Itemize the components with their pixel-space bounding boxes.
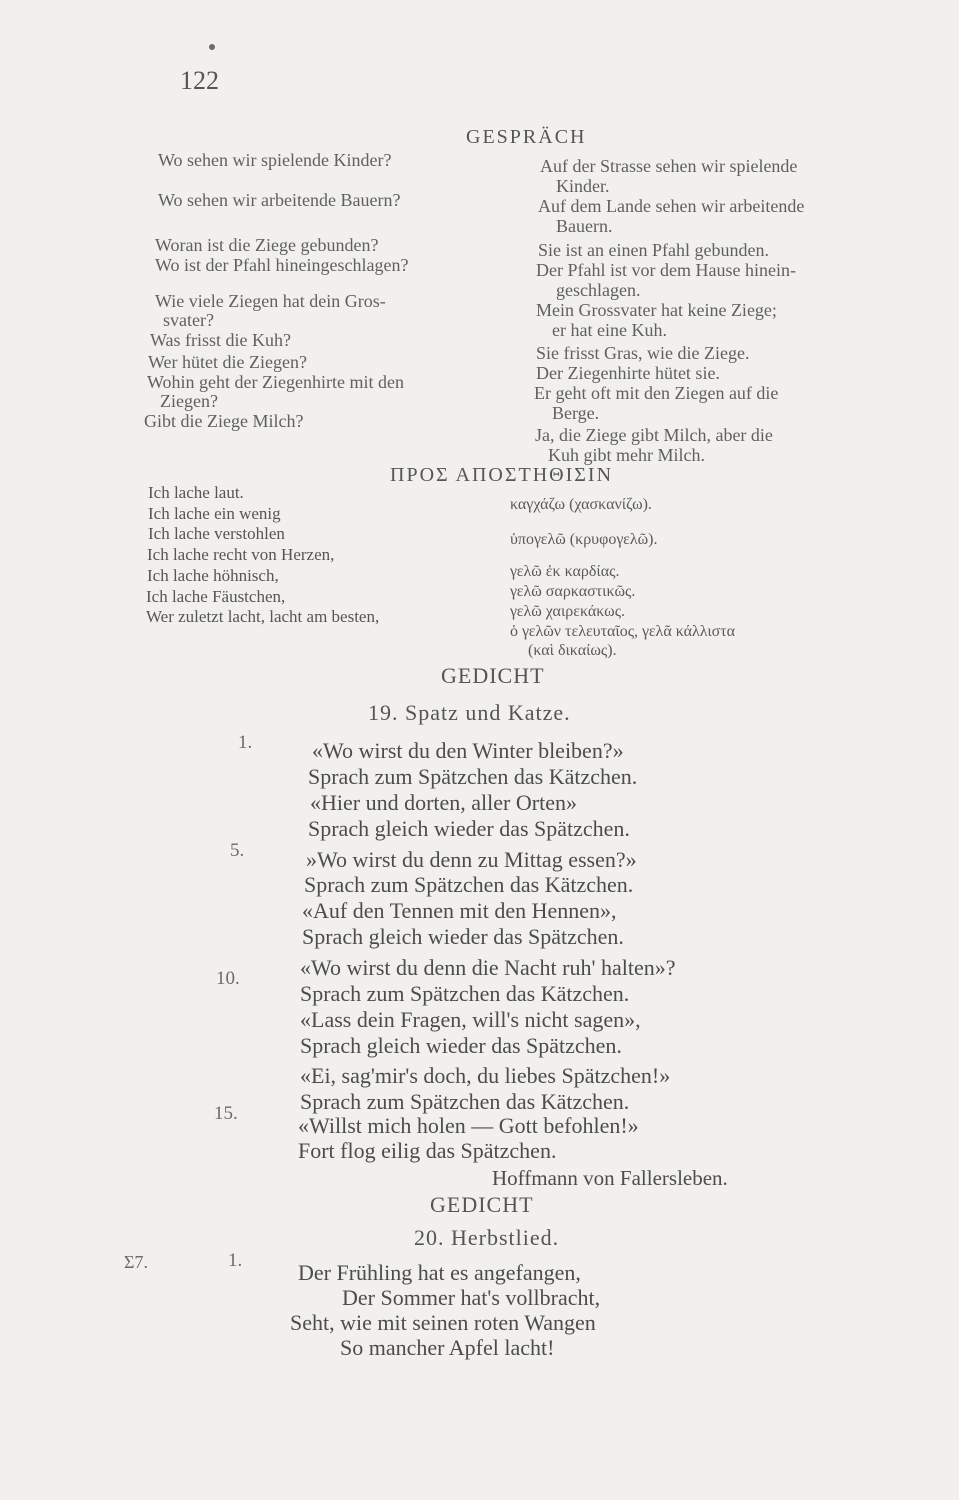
dialogue-answer: Der Ziegenhirte hütet sie. (536, 363, 720, 383)
poem-line: Sprach gleich wieder das Spätzchen. (300, 1033, 622, 1058)
section-heading-gedicht: GEDICHT (430, 1192, 534, 1217)
dialogue-answer-cont: Bauern. (556, 216, 613, 236)
poem-line: Sprach zum Spätzchen das Kätzchen. (308, 764, 638, 789)
dialogue-question: Wo ist der Pfahl hineingeschlagen? (155, 255, 409, 275)
section-heading-gedicht: GEDICHT (441, 663, 545, 688)
poem-line: Sprach gleich wieder das Spätzchen. (308, 816, 630, 841)
poem-line: Sprach zum Spätzchen das Kätzchen. (300, 1089, 630, 1114)
laugh-greek: καγχάζω (χασκανίζω). (510, 496, 652, 513)
dialogue-answer-cont: er hat eine Kuh. (552, 320, 667, 340)
dialogue-answer-cont: geschlagen. (556, 280, 641, 300)
poem-line: Sprach gleich wieder das Spätzchen. (302, 924, 624, 949)
dialogue-question-cont: svater? (163, 310, 214, 330)
poem-line: »Wo wirst du denn zu Mittag essen?» (306, 847, 637, 872)
poem-line: Sprach zum Spätzchen das Kätzchen. (300, 981, 630, 1006)
laugh-german: Ich lache verstohlen (148, 524, 285, 543)
poem-line: «Wo wirst du denn die Nacht ruh' halten»? (300, 955, 676, 980)
poem-line: «Ei, sag'mir's doch, du liebes Spätzchen!» (300, 1063, 671, 1088)
poem-author: Hoffmann von Fallersleben. (492, 1166, 728, 1190)
dialogue-question-cont: Ziegen? (160, 391, 218, 411)
line-number: 1. (228, 1250, 243, 1271)
laugh-greek: γελῶ χαιρεκάκως. (510, 603, 626, 620)
dialogue-answer: Auf dem Lande sehen wir arbeitende (538, 196, 805, 216)
poem-line: Der Sommer hat's vollbracht, (342, 1285, 601, 1310)
dialogue-answer: Mein Grossvater hat keine Ziege; (536, 300, 777, 320)
poem-title: 20. Herbstlied. (414, 1225, 560, 1250)
line-number: 1. (238, 732, 253, 753)
dialogue-question: Wer hütet die Ziegen? (148, 352, 307, 372)
poem-line: Der Frühling hat es angefangen, (298, 1260, 581, 1285)
laugh-greek: ὁ γελῶν τελευταῖος, γελᾶ κάλλιστα (510, 623, 736, 640)
line-number: 15. (214, 1103, 238, 1124)
poem-line: «Wo wirst du den Winter bleiben?» (312, 738, 624, 763)
laugh-german: Ich lache Fäustchen, (146, 587, 286, 606)
laugh-german: Wer zuletzt lacht, lacht am besten, (146, 607, 380, 626)
line-number: 5. (230, 840, 245, 861)
laugh-german: Ich lache recht von Herzen, (147, 545, 335, 564)
line-number: 10. (216, 968, 240, 989)
poem-line: So mancher Apfel lacht! (340, 1335, 555, 1360)
dialogue-answer-cont: Kuh gibt mehr Milch. (548, 445, 705, 465)
poem-line: «Hier und dorten, aller Orten» (310, 790, 577, 815)
dialogue-question: Wo sehen wir arbeitende Bauern? (158, 190, 401, 210)
poem-line: Sprach zum Spätzchen das Kätzchen. (304, 872, 634, 897)
laugh-german: Ich lache höhnisch, (147, 566, 279, 585)
dialogue-question: Wie viele Ziegen hat dein Gros- (155, 291, 386, 311)
poem-line: «Willst mich holen — Gott befohlen!» (298, 1113, 639, 1138)
dialogue-answer: Der Pfahl ist vor dem Hause hinein- (536, 260, 796, 280)
dialogue-answer-cont: Berge. (552, 403, 600, 423)
dialogue-question: Wo sehen wir spielende Kinder? (158, 150, 392, 170)
laugh-greek-cont: (καὶ δικαίως). (528, 642, 617, 659)
laugh-german: Ich lache laut. (148, 483, 244, 502)
laugh-german: Ich lache ein wenig (148, 504, 281, 523)
dialogue-answer: Er geht oft mit den Ziegen auf die (534, 383, 779, 403)
dialogue-answer: Ja, die Ziege gibt Milch, aber die (535, 425, 773, 445)
dialogue-answer-cont: Kinder. (556, 176, 610, 196)
ink-dot (209, 44, 215, 50)
poem-line: «Auf den Tennen mit den Hennen», (302, 898, 617, 923)
dialogue-question: Was frisst die Kuh? (150, 330, 292, 350)
poem-line: «Lass dein Fragen, will's nicht sagen», (300, 1007, 641, 1032)
section-heading-gesprach: GESPRÄCH (466, 126, 587, 148)
dialogue-answer: Sie frisst Gras, wie die Ziege. (536, 343, 750, 363)
laugh-greek: γελῶ σαρκαστικῶς. (510, 583, 636, 600)
poem-title: 19. Spatz und Katze. (368, 700, 571, 725)
laugh-greek: ὑπογελῶ (κρυφογελῶ). (510, 531, 658, 548)
page-number: 122 (180, 66, 219, 95)
dialogue-question: Woran ist die Ziege gebunden? (155, 235, 379, 255)
dialogue-question: Gibt die Ziege Milch? (144, 411, 304, 431)
poem-line: Seht, wie mit seinen roten Wangen (290, 1310, 596, 1335)
laugh-greek: γελῶ ἐκ καρδίας. (510, 563, 620, 580)
section-heading-greek: ΠΡΟΣ ΑΠΟΣΤΗΘΙΣΙΝ (390, 464, 614, 486)
margin-mark: Σ7. (124, 1252, 148, 1272)
poem-line: Fort flog eilig das Spätzchen. (298, 1138, 557, 1163)
dialogue-question: Wohin geht der Ziegenhirte mit den (147, 372, 404, 392)
dialogue-answer: Auf der Strasse sehen wir spielende (540, 156, 798, 176)
dialogue-answer: Sie ist an einen Pfahl gebunden. (538, 240, 769, 260)
